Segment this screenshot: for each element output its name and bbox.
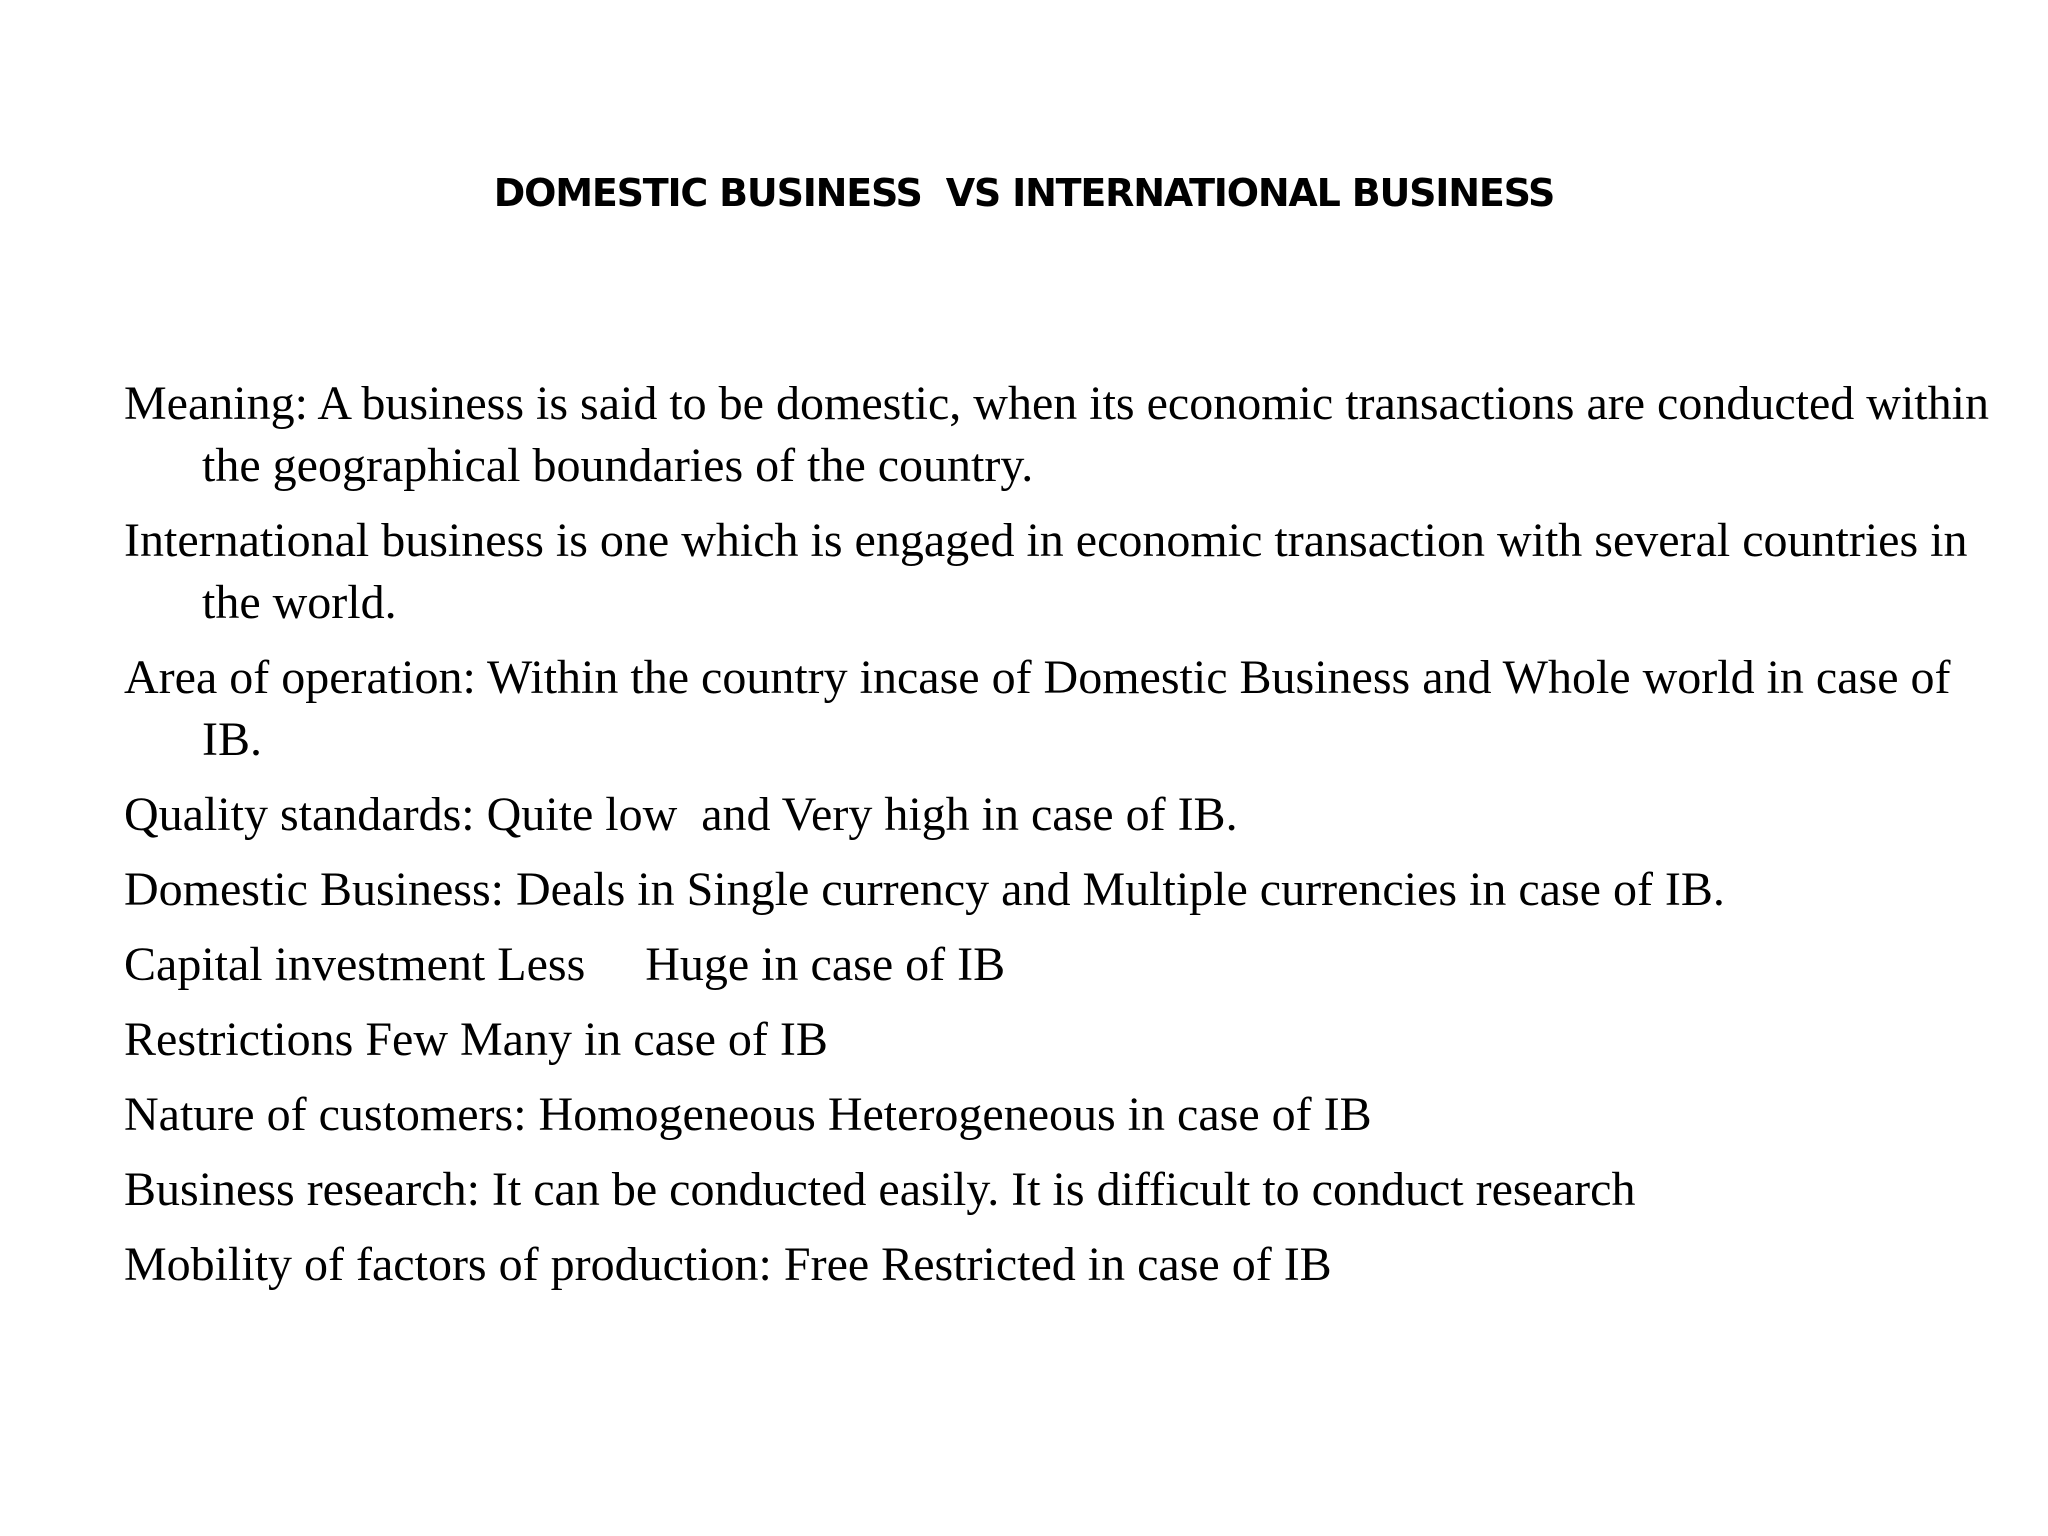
paragraph-meaning: Meaning: A business is said to be domestic, when its economic transactions are conducted within the geographical boundaries of the country.	[124, 377, 2001, 492]
paragraph-capital-investment: Capital investment Less Huge in case of IB	[124, 938, 1006, 991]
paragraph-business-research: Business research: It can be conducted easily. It is difficult to conduct research	[124, 1163, 1636, 1216]
slide-title: DOMESTIC BUSINESS VS INTERNATIONAL BUSINESS	[493, 171, 1555, 215]
slide-content	[124, 373, 2004, 1309]
paragraph-currency: Domestic Business: Deals in Single currency and Multiple currencies in case of IB.	[124, 863, 1725, 916]
paragraph-international-business: International business is one which is engaged in economic transaction with several countries in the world.	[124, 514, 1980, 629]
paragraph-area-of-operation: Area of operation: Within the country incase of Domestic Business and Whole world in case of IB.	[124, 651, 1963, 766]
paragraph-quality-standards: Quality standards: Quite low and Very high in case of IB.	[124, 788, 1238, 841]
paragraph-restrictions: Restrictions Few Many in case of IB	[124, 1013, 828, 1066]
paragraph-nature-of-customers: Nature of customers: Homogeneous Heterogeneous in case of IB	[124, 1088, 1372, 1141]
paragraph-mobility-of-factors: Mobility of factors of production: Free Restricted in case of IB	[124, 1238, 1332, 1291]
